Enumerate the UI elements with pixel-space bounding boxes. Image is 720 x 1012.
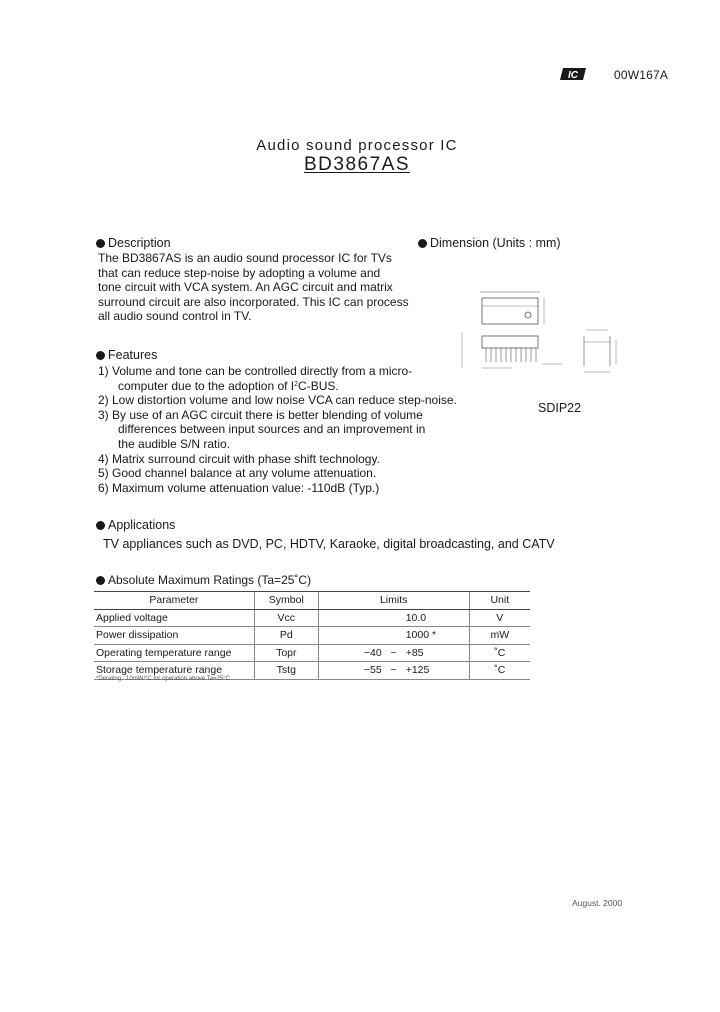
list-item: computer due to the adoption of $I^2C$-BUS. <box>118 378 339 393</box>
rohm-ic-logo <box>560 68 586 80</box>
table-row: Operating temperature range Topr −40 ~ +85 ˚C <box>94 644 530 662</box>
list-item: 4) Matrix surround circuit with phase shift technology. <box>98 451 380 466</box>
svg-text:IC: IC <box>568 70 578 80</box>
list-item: the audible S/N ratio. <box>118 436 231 451</box>
column-header-symbol: Symbol <box>254 592 318 610</box>
column-header-parameter: Parameter <box>94 592 254 610</box>
bullet-icon <box>96 239 105 248</box>
document-number: 00W167A <box>614 68 669 82</box>
applications-text: TV appliances such as DVD, PC, HDTV, Karaoke, digital broadcasting, and CATV <box>103 537 555 551</box>
list-item: 3) By use of an AGC circuit there is better blending of volume <box>98 407 423 422</box>
table-header-row <box>94 592 530 610</box>
product-subtitle: Audio sound processor IC <box>256 137 458 154</box>
applications-heading: Applications <box>96 518 175 532</box>
table-row: Storage temperature range Tstg −55 ~ +125 ˚C <box>94 662 530 680</box>
part-number: BD3867AS <box>303 154 410 175</box>
table-row: Power dissipation Pd 1000 * mW <box>94 627 530 645</box>
ratings-heading: Absolute Maximum Ratings (Ta=25˚C) <box>96 573 311 587</box>
dimension-heading: Dimension (Units : mm) <box>418 236 561 250</box>
bullet-icon <box>96 521 105 530</box>
derating-note: *Derating : 10mW/°C for operation above Ta=25°C <box>96 676 230 682</box>
list-item: 5) Good channel balance at any volume attenuation. <box>98 466 377 481</box>
column-header-unit: Unit <box>469 592 530 610</box>
publication-date: August. 2000 <box>572 898 623 908</box>
description-text: The BD3867AS is an audio sound processor IC for TVs that can reduce step-noise by adopting a volume and tone circuit with VCA system. An AGC circuit and matrix surround circuit are also incorporated. This IC can process all audio sound control in TV. <box>98 251 409 324</box>
package-name: SDIP22 <box>538 401 582 415</box>
package-dimension-drawing <box>452 282 624 382</box>
description-heading: Description <box>96 236 171 250</box>
list-item: 2) Low distortion volume and low noise VCA can reduce step-noise. <box>98 393 457 408</box>
list-item: 6) Maximum volume attenuation value: -110dB (Typ.) <box>98 480 380 495</box>
bullet-icon <box>418 239 427 248</box>
list-item: 1) Volume and tone can be controlled directly from a micro- <box>98 364 413 378</box>
bullet-icon <box>96 576 105 585</box>
table-row: Applied voltage Vcc 10.0 V <box>94 609 530 627</box>
list-item: differences between input sources and an improvement in <box>118 422 426 437</box>
ratings-table <box>94 591 530 680</box>
features-heading: Features <box>96 348 157 362</box>
bullet-icon <box>96 351 105 360</box>
column-header-limits: Limits <box>318 592 469 610</box>
features-list <box>98 364 457 495</box>
